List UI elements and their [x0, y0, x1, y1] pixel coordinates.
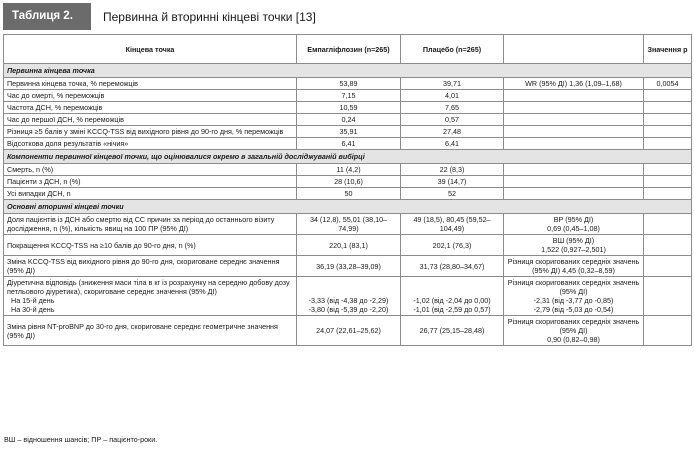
cell-placebo: 31,73 (28,80–34,67)	[401, 256, 504, 277]
cell-empa: 10,59	[297, 102, 401, 114]
cell-placebo: 4,01	[401, 90, 504, 102]
cell-p	[644, 164, 692, 176]
row-label: Усі випадки ДСН, n	[4, 188, 297, 200]
cell-p	[644, 188, 692, 200]
cell-placebo: 49 (18,5), 80,45 (59,52–104,49)	[401, 214, 504, 235]
sublabel-day30: На 30-й день	[11, 305, 55, 314]
cell-empa: 0,24	[297, 114, 401, 126]
cell-placebo: 39 (14,7)	[401, 176, 504, 188]
value-day15: -3,33 (від -4,38 до -2,29)	[308, 296, 389, 305]
endpoints-table	[3, 34, 692, 346]
cell-p	[644, 126, 692, 138]
table-row	[4, 138, 692, 150]
row-label: Відсоткова доля результатів «нічия»	[4, 138, 297, 150]
cell-placebo: 26,77 (25,15–28,48)	[401, 316, 504, 346]
row-label: Частота ДСН, % переможців	[4, 102, 297, 114]
cell-stat: WR (95% ДІ) 1,36 (1,09–1,68)	[504, 78, 644, 90]
table-row	[4, 277, 692, 316]
cell-p	[644, 256, 692, 277]
stat-label: ВШ (95% ДІ)	[552, 236, 595, 245]
stat-label: Різниця скоригованих середніх значень	[507, 257, 640, 266]
cell-stat	[504, 90, 644, 102]
stat-value-day30: -2,79 (від -5,03 до -0,54)	[533, 305, 614, 314]
cell-stat	[504, 214, 644, 235]
cell-placebo	[401, 277, 504, 316]
section-secondary: Основні вторинні кінцеві точки	[4, 200, 692, 214]
cell-stat	[504, 235, 644, 256]
cell-p	[644, 90, 692, 102]
row-label: Первинна кінцева точка, % переможців	[4, 78, 297, 90]
row-label: Час до смерті, % переможців	[4, 90, 297, 102]
table-row	[4, 102, 692, 114]
cell-empa: 220,1 (83,1)	[297, 235, 401, 256]
stat-value: 1,522 (0,927–2,501)	[541, 245, 606, 254]
table-row	[4, 235, 692, 256]
cell-stat	[504, 114, 644, 126]
header-placebo: Плацебо (n=265)	[401, 35, 504, 64]
cell-stat	[504, 102, 644, 114]
cell-empa: 24,07 (22,61–25,62)	[297, 316, 401, 346]
cell-empa: 50	[297, 188, 401, 200]
row-label: Час до першої ДСН, % переможців	[4, 114, 297, 126]
table-row	[4, 188, 692, 200]
cell-placebo: 52	[401, 188, 504, 200]
stat-value: 0,69 (0,45–1,08)	[547, 224, 600, 233]
table-row	[4, 214, 692, 235]
cell-empa: 7,15	[297, 90, 401, 102]
cell-placebo: 202,1 (76,3)	[401, 235, 504, 256]
section-primary: Первинна кінцева точка	[4, 64, 692, 78]
cell-placebo: 7,65	[401, 102, 504, 114]
table-row	[4, 126, 692, 138]
cell-p	[644, 114, 692, 126]
cell-p	[644, 277, 692, 316]
cell-stat	[504, 188, 644, 200]
row-label: Покращення KCCQ-TSS на ≥10 балів до 90-го дня, n (%)	[4, 235, 297, 256]
row-label-text: Діуретична відповідь (зниження маси тіла в кг із розрахунку на середню добову дозу петльового діуретика), скориговане середнє значення (95% ДІ)	[7, 278, 290, 296]
section-row	[4, 64, 692, 78]
value-day30: -1,01 (від -2,59 до 0,57)	[413, 305, 491, 314]
cell-empa: 36,19 (33,28–39,09)	[297, 256, 401, 277]
cell-empa: 53,89	[297, 78, 401, 90]
stat-value: 0,90 (0,82–0,98)	[547, 335, 600, 344]
cell-empa: 28 (10,6)	[297, 176, 401, 188]
cell-p	[644, 316, 692, 346]
table-caption	[3, 3, 316, 30]
cell-placebo: 27,48	[401, 126, 504, 138]
header-empagliflozin: Емпагліфлозин (n=265)	[297, 35, 401, 64]
cell-empa: 11 (4,2)	[297, 164, 401, 176]
value-day30: -3,80 (від -5,39 до -2,20)	[308, 305, 389, 314]
cell-stat	[504, 277, 644, 316]
cell-p: 0,0054	[644, 78, 692, 90]
stat-label: Різниця скоригованих середніх значень (95% ДІ)	[507, 317, 640, 335]
header-endpoint: Кінцева точка	[4, 35, 297, 64]
row-label: Різниця ≥5 балів у зміні KCCQ-TSS від вихідного рівня до 90-го дня, % переможців	[4, 126, 297, 138]
stat-value-day15: -2,31 (від -3,77 до -0,85)	[533, 296, 614, 305]
sublabel-day15: На 15-й день	[11, 296, 55, 305]
row-label	[4, 277, 297, 316]
cell-stat	[504, 126, 644, 138]
cell-p	[644, 214, 692, 235]
table-number-label: Таблиця 2.	[3, 3, 91, 30]
cell-p	[644, 138, 692, 150]
cell-placebo: 6,41	[401, 138, 504, 150]
cell-placebo: 39,71	[401, 78, 504, 90]
cell-empa: 35,91	[297, 126, 401, 138]
header-p-value: Значення p	[644, 35, 692, 64]
row-label: Зміна рівня NT-proBNP до 30-го дня, скориговане середнє геометричне значення (95% ДІ)	[4, 316, 297, 346]
cell-empa	[297, 277, 401, 316]
table-row	[4, 316, 692, 346]
stat-label: ВР (95% ДІ)	[553, 215, 594, 224]
cell-empa: 6,41	[297, 138, 401, 150]
table-row	[4, 164, 692, 176]
table-row	[4, 176, 692, 188]
value-day15: -1,02 (від -2,04 до 0,00)	[413, 296, 491, 305]
section-row	[4, 150, 692, 164]
cell-placebo: 22 (8,3)	[401, 164, 504, 176]
header-statistic	[504, 35, 644, 64]
cell-stat	[504, 164, 644, 176]
cell-stat	[504, 316, 644, 346]
table-row	[4, 256, 692, 277]
cell-placebo: 0,57	[401, 114, 504, 126]
table-row	[4, 114, 692, 126]
cell-p	[644, 176, 692, 188]
table-header-row	[4, 35, 692, 64]
table-row	[4, 78, 692, 90]
table-row	[4, 90, 692, 102]
row-label: Смерть, n (%)	[4, 164, 297, 176]
cell-stat	[504, 138, 644, 150]
table-footnote: ВШ – відношення шансів; ПР – пацієнто-роки.	[4, 435, 158, 444]
stat-label: Різниця скоригованих середніх значень (95% ДІ)	[507, 278, 640, 296]
row-label: Доля пацієнтів із ДСН або смертю від СС причин за період до останнього візиту дослідження, n (%), кількість явищ на 100 ПР (95% ДІ)	[4, 214, 297, 235]
section-row	[4, 200, 692, 214]
row-label: Зміна KCCQ-TSS від вихідного рівня до 90-го дня, скориговане середнє значення (95% ДІ)	[4, 256, 297, 277]
stat-value: (95% ДІ) 4,45 (0,32–8,59)	[532, 266, 615, 275]
cell-stat	[504, 256, 644, 277]
cell-empa: 34 (12,8), 55,01 (38,10–74,99)	[297, 214, 401, 235]
cell-stat	[504, 176, 644, 188]
row-label: Пацієнти з ДСН, n (%)	[4, 176, 297, 188]
section-components: Компоненти первинної кінцевої точки, що оцінювалися окремо в загальній досліджуваній вибірці	[4, 150, 692, 164]
cell-p	[644, 235, 692, 256]
table-title: Первинна й вторинні кінцеві точки [13]	[103, 9, 316, 24]
cell-p	[644, 102, 692, 114]
